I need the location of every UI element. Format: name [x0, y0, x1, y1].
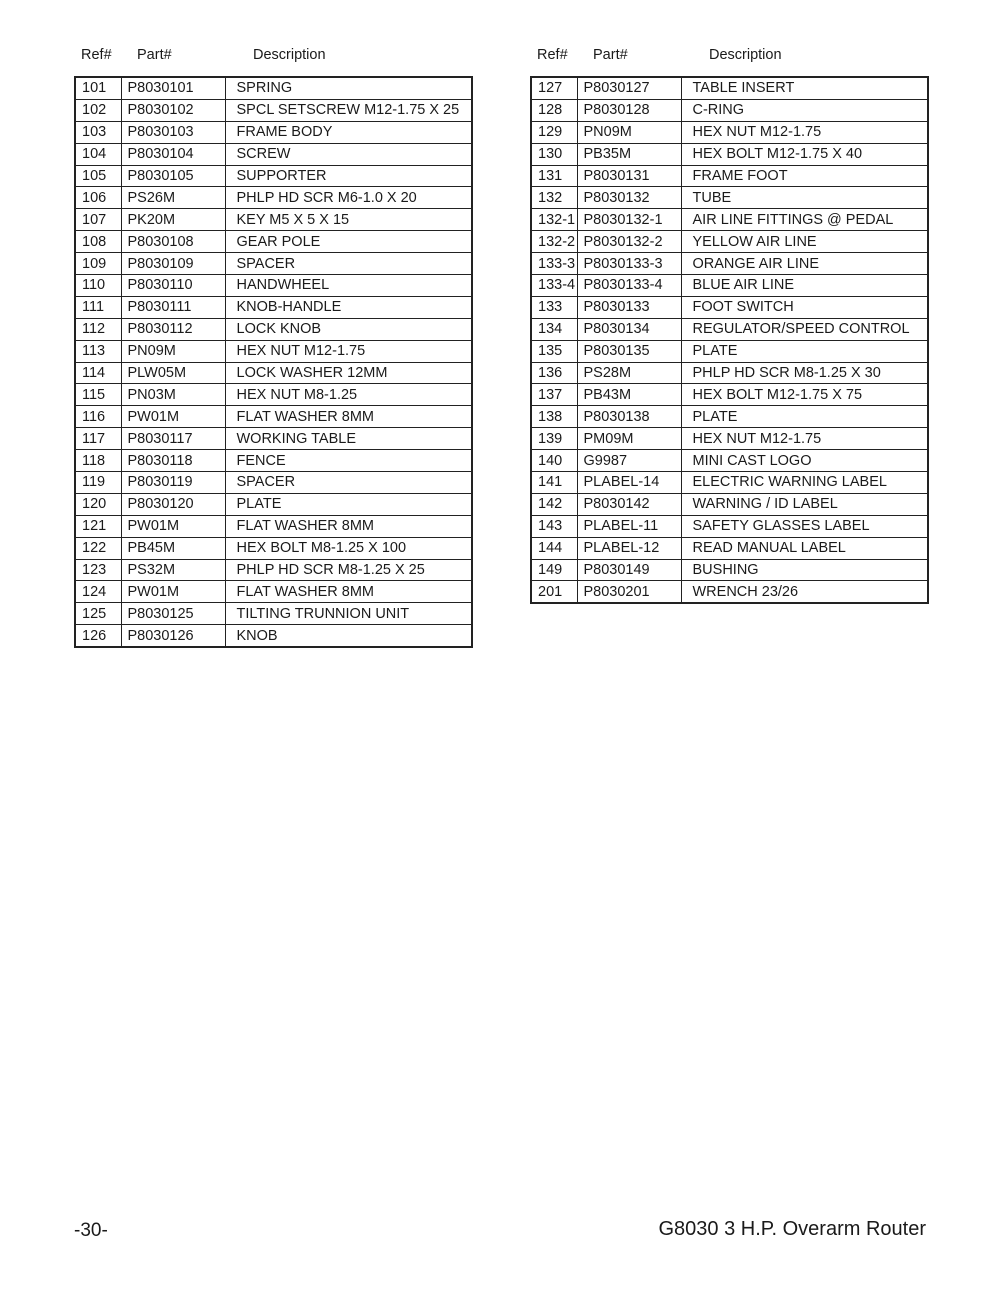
table-row [75, 143, 472, 165]
table-row [531, 406, 928, 428]
ref-cell: 115 [75, 384, 121, 406]
table-row [531, 559, 928, 581]
description-cell: HEX NUT M12-1.75 [225, 340, 472, 362]
manual-title: G8030 3 H.P. Overarm Router [658, 1218, 926, 1240]
description-cell: READ MANUAL LABEL [681, 537, 928, 559]
table-row [75, 493, 472, 515]
table-row [531, 318, 928, 340]
part-number-cell: P8030134 [577, 318, 681, 340]
ref-cell: 141 [531, 472, 577, 494]
table-row [75, 121, 472, 143]
table-row [75, 537, 472, 559]
description-cell: TABLE INSERT [681, 77, 928, 99]
part-number-cell: P8030132 [577, 187, 681, 209]
table-row [531, 99, 928, 121]
ref-cell: 126 [75, 625, 121, 647]
description-cell: SUPPORTER [225, 165, 472, 187]
ref-cell: 138 [531, 406, 577, 428]
ref-cell: 113 [75, 340, 121, 362]
ref-cell: 110 [75, 275, 121, 297]
part-number-cell: P8030149 [577, 559, 681, 581]
table-row [531, 493, 928, 515]
ref-cell: 136 [531, 362, 577, 384]
table-row [75, 275, 472, 297]
description-cell: HEX BOLT M12-1.75 X 75 [681, 384, 928, 406]
table-row [75, 231, 472, 253]
part-number-cell: P8030108 [121, 231, 225, 253]
part-number-cell: PN09M [577, 121, 681, 143]
part-number-cell: P8030118 [121, 450, 225, 472]
ref-cell: 131 [531, 165, 577, 187]
table-row [75, 581, 472, 603]
header-description: Description [253, 47, 326, 63]
table-row [531, 472, 928, 494]
table-row [531, 296, 928, 318]
part-number-cell: P8030135 [577, 340, 681, 362]
table-row [75, 165, 472, 187]
ref-cell: 106 [75, 187, 121, 209]
ref-cell: 119 [75, 472, 121, 494]
part-number-cell: G9987 [577, 450, 681, 472]
table-row [75, 318, 472, 340]
description-cell: FRAME BODY [225, 121, 472, 143]
part-number-cell: P8030109 [121, 253, 225, 275]
description-cell: WARNING / ID LABEL [681, 493, 928, 515]
ref-cell: 124 [75, 581, 121, 603]
description-cell: LOCK WASHER 12MM [225, 362, 472, 384]
header-ref: Ref# [537, 47, 568, 63]
ref-cell: 101 [75, 77, 121, 99]
description-cell: PLATE [225, 493, 472, 515]
description-cell: BLUE AIR LINE [681, 275, 928, 297]
part-number-cell: P8030133 [577, 296, 681, 318]
ref-cell: 121 [75, 515, 121, 537]
part-number-cell: PK20M [121, 209, 225, 231]
part-number-cell: P8030142 [577, 493, 681, 515]
ref-cell: 132-1 [531, 209, 577, 231]
ref-cell: 130 [531, 143, 577, 165]
description-cell: FLAT WASHER 8MM [225, 581, 472, 603]
part-number-cell: PLW05M [121, 362, 225, 384]
left-table-header [74, 47, 471, 65]
part-number-cell: PS28M [577, 362, 681, 384]
ref-cell: 140 [531, 450, 577, 472]
ref-cell: 134 [531, 318, 577, 340]
table-row [75, 99, 472, 121]
ref-cell: 118 [75, 450, 121, 472]
part-number-cell: P8030111 [121, 296, 225, 318]
description-cell: FOOT SWITCH [681, 296, 928, 318]
ref-cell: 117 [75, 428, 121, 450]
part-number-cell: P8030133-4 [577, 275, 681, 297]
part-number-cell: P8030127 [577, 77, 681, 99]
description-cell: FENCE [225, 450, 472, 472]
part-number-cell: P8030110 [121, 275, 225, 297]
part-number-cell: P8030112 [121, 318, 225, 340]
ref-cell: 104 [75, 143, 121, 165]
description-cell: FLAT WASHER 8MM [225, 406, 472, 428]
part-number-cell: PB45M [121, 537, 225, 559]
description-cell: MINI CAST LOGO [681, 450, 928, 472]
ref-cell: 133-4 [531, 275, 577, 297]
description-cell: C-RING [681, 99, 928, 121]
header-ref: Ref# [81, 47, 112, 63]
table-row [531, 121, 928, 143]
description-cell: PLATE [681, 340, 928, 362]
part-number-cell: PB43M [577, 384, 681, 406]
description-cell: HANDWHEEL [225, 275, 472, 297]
table-row [75, 77, 472, 99]
header-part: Part# [593, 47, 628, 63]
table-row [75, 603, 472, 625]
ref-cell: 108 [75, 231, 121, 253]
part-number-cell: P8030117 [121, 428, 225, 450]
part-number-cell: PN09M [121, 340, 225, 362]
description-cell: HEX BOLT M12-1.75 X 40 [681, 143, 928, 165]
table-row [531, 143, 928, 165]
description-cell: PHLP HD SCR M8-1.25 X 25 [225, 559, 472, 581]
ref-cell: 129 [531, 121, 577, 143]
part-number-cell: P8030104 [121, 143, 225, 165]
ref-cell: 122 [75, 537, 121, 559]
ref-cell: 133-3 [531, 253, 577, 275]
part-number-cell: PLABEL-12 [577, 537, 681, 559]
table-row [531, 515, 928, 537]
table-row [531, 209, 928, 231]
description-cell: SCREW [225, 143, 472, 165]
part-number-cell: P8030120 [121, 493, 225, 515]
ref-cell: 103 [75, 121, 121, 143]
table-row [75, 362, 472, 384]
description-cell: KNOB [225, 625, 472, 647]
description-cell: PHLP HD SCR M6-1.0 X 20 [225, 187, 472, 209]
part-number-cell: P8030105 [121, 165, 225, 187]
header-description: Description [709, 47, 782, 63]
ref-cell: 144 [531, 537, 577, 559]
table-row [75, 515, 472, 537]
part-number-cell: PS32M [121, 559, 225, 581]
part-number-cell: P8030119 [121, 472, 225, 494]
ref-cell: 111 [75, 296, 121, 318]
table-row [75, 340, 472, 362]
description-cell: HEX BOLT M8-1.25 X 100 [225, 537, 472, 559]
ref-cell: 132-2 [531, 231, 577, 253]
description-cell: KNOB-HANDLE [225, 296, 472, 318]
description-cell: AIR LINE FITTINGS @ PEDAL [681, 209, 928, 231]
description-cell: FLAT WASHER 8MM [225, 515, 472, 537]
right-parts-table [530, 76, 929, 604]
table-row [75, 428, 472, 450]
description-cell: GEAR POLE [225, 231, 472, 253]
table-row [75, 450, 472, 472]
part-number-cell: PW01M [121, 406, 225, 428]
table-row [531, 537, 928, 559]
description-cell: HEX NUT M8-1.25 [225, 384, 472, 406]
table-row [531, 187, 928, 209]
part-number-cell: PW01M [121, 515, 225, 537]
table-row [531, 165, 928, 187]
part-number-cell: P8030133-3 [577, 253, 681, 275]
ref-cell: 137 [531, 384, 577, 406]
ref-cell: 112 [75, 318, 121, 340]
ref-cell: 109 [75, 253, 121, 275]
ref-cell: 102 [75, 99, 121, 121]
description-cell: REGULATOR/SPEED CONTROL [681, 318, 928, 340]
table-row [75, 406, 472, 428]
part-number-cell: PS26M [121, 187, 225, 209]
description-cell: PHLP HD SCR M8-1.25 X 30 [681, 362, 928, 384]
ref-cell: 123 [75, 559, 121, 581]
ref-cell: 105 [75, 165, 121, 187]
table-row [531, 340, 928, 362]
description-cell: HEX NUT M12-1.75 [681, 428, 928, 450]
table-row [75, 209, 472, 231]
part-number-cell: PN03M [121, 384, 225, 406]
table-row [531, 231, 928, 253]
ref-cell: 132 [531, 187, 577, 209]
table-row [75, 472, 472, 494]
description-cell: SPACER [225, 253, 472, 275]
ref-cell: 135 [531, 340, 577, 362]
part-number-cell: PLABEL-11 [577, 515, 681, 537]
description-cell: SPRING [225, 77, 472, 99]
table-row [531, 428, 928, 450]
part-number-cell: P8030132-1 [577, 209, 681, 231]
ref-cell: 125 [75, 603, 121, 625]
description-cell: TILTING TRUNNION UNIT [225, 603, 472, 625]
description-cell: WORKING TABLE [225, 428, 472, 450]
part-number-cell: P8030131 [577, 165, 681, 187]
table-row [531, 384, 928, 406]
table-row [531, 275, 928, 297]
ref-cell: 120 [75, 493, 121, 515]
ref-cell: 116 [75, 406, 121, 428]
description-cell: FRAME FOOT [681, 165, 928, 187]
header-part: Part# [137, 47, 172, 63]
description-cell: TUBE [681, 187, 928, 209]
table-row [531, 253, 928, 275]
part-number-cell: PB35M [577, 143, 681, 165]
description-cell: ELECTRIC WARNING LABEL [681, 472, 928, 494]
description-cell: HEX NUT M12-1.75 [681, 121, 928, 143]
table-row [531, 77, 928, 99]
ref-cell: 127 [531, 77, 577, 99]
description-cell: PLATE [681, 406, 928, 428]
ref-cell: 149 [531, 559, 577, 581]
ref-cell: 139 [531, 428, 577, 450]
part-number-cell: P8030102 [121, 99, 225, 121]
description-cell: SPACER [225, 472, 472, 494]
part-number-cell: P8030126 [121, 625, 225, 647]
description-cell: SPCL SETSCREW M12-1.75 X 25 [225, 99, 472, 121]
table-row [75, 384, 472, 406]
description-cell: KEY M5 X 5 X 15 [225, 209, 472, 231]
description-cell: BUSHING [681, 559, 928, 581]
table-row [531, 362, 928, 384]
part-number-cell: PM09M [577, 428, 681, 450]
part-number-cell: P8030201 [577, 581, 681, 603]
table-row [75, 625, 472, 647]
ref-cell: 142 [531, 493, 577, 515]
part-number-cell: PLABEL-14 [577, 472, 681, 494]
part-number-cell: P8030101 [121, 77, 225, 99]
description-cell: YELLOW AIR LINE [681, 231, 928, 253]
ref-cell: 201 [531, 581, 577, 603]
page-number: -30- [74, 1220, 108, 1241]
description-cell: WRENCH 23/26 [681, 581, 928, 603]
part-number-cell: P8030103 [121, 121, 225, 143]
description-cell: LOCK KNOB [225, 318, 472, 340]
ref-cell: 143 [531, 515, 577, 537]
table-row [531, 581, 928, 603]
table-row [75, 559, 472, 581]
description-cell: ORANGE AIR LINE [681, 253, 928, 275]
part-number-cell: P8030138 [577, 406, 681, 428]
ref-cell: 133 [531, 296, 577, 318]
ref-cell: 107 [75, 209, 121, 231]
part-number-cell: PW01M [121, 581, 225, 603]
part-number-cell: P8030132-2 [577, 231, 681, 253]
part-number-cell: P8030125 [121, 603, 225, 625]
description-cell: SAFETY GLASSES LABEL [681, 515, 928, 537]
table-row [75, 296, 472, 318]
left-parts-table [74, 76, 473, 648]
part-number-cell: P8030128 [577, 99, 681, 121]
ref-cell: 114 [75, 362, 121, 384]
table-row [75, 187, 472, 209]
right-table-header [530, 47, 927, 65]
ref-cell: 128 [531, 99, 577, 121]
table-row [531, 450, 928, 472]
table-row [75, 253, 472, 275]
